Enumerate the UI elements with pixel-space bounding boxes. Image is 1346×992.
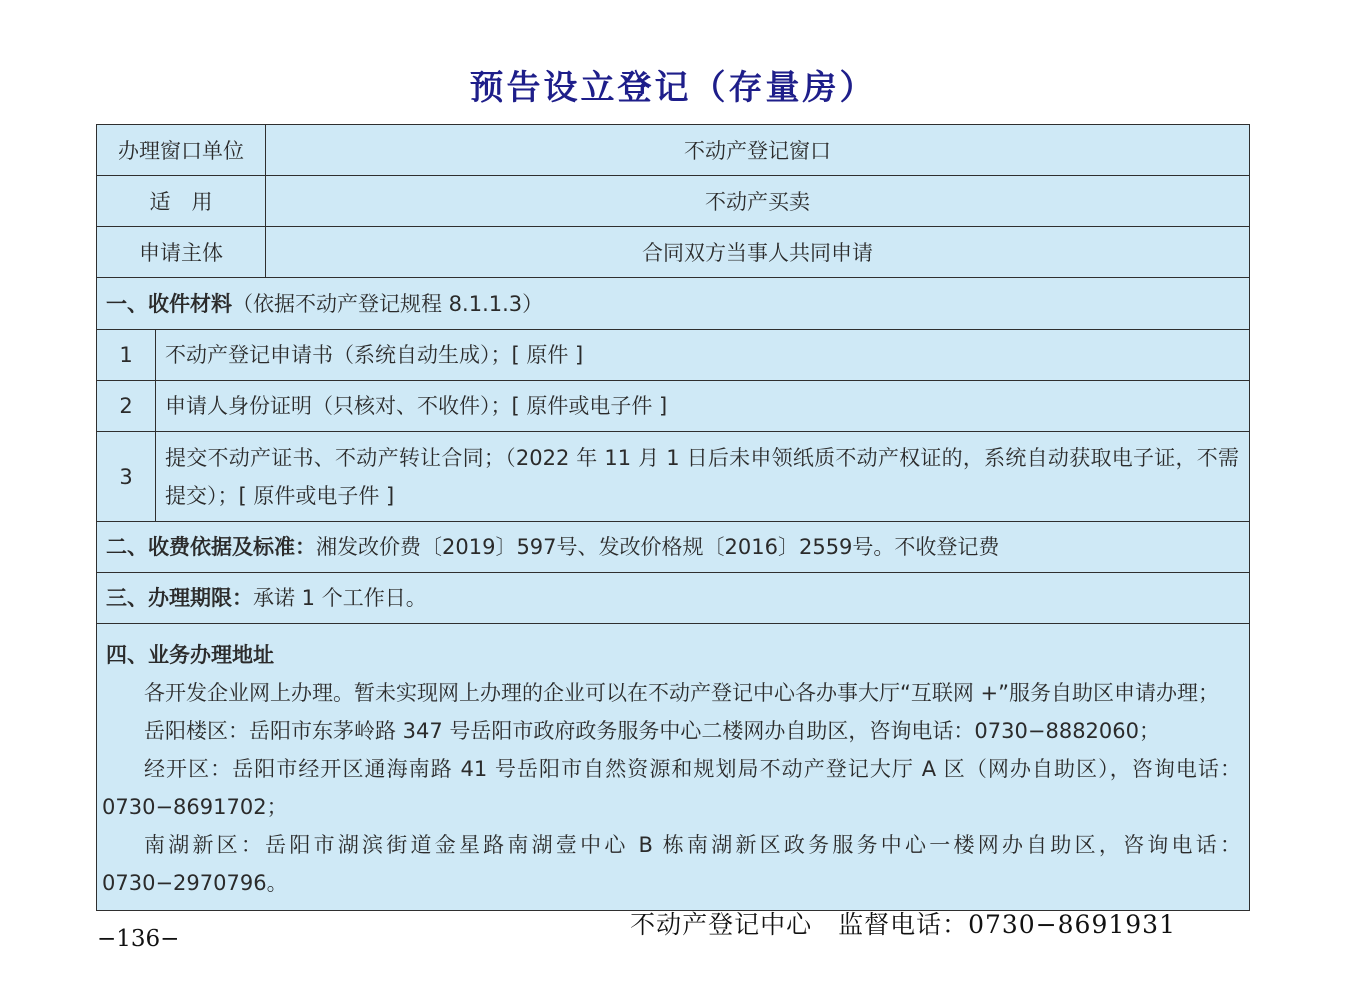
section-fees-row <box>97 522 1249 573</box>
item-number: 2 <box>97 381 156 431</box>
row-value: 合同双方当事人共同申请 <box>642 241 873 265</box>
section-materials-heading-row <box>97 278 1249 330</box>
address-paragraph-yueyanglou: 岳阳楼区：岳阳市东茅岭路 347 号岳阳市政府政务服务中心二楼网办自助区，咨询电话：0730−8882060； <box>144 719 1160 743</box>
section-materials-heading <box>97 278 1249 329</box>
address-paragraph-nanhu: 南湖新区：岳阳市湖滨街道金星路南湖壹中心 B 栋南湖新区政务服务中心一楼网办自助区，咨询电话：0730−2970796。 <box>102 833 1241 895</box>
table-row-window-unit <box>97 125 1249 176</box>
item-number: 1 <box>97 330 156 380</box>
table-row-applicable <box>97 176 1249 227</box>
section-deadline <box>97 573 1249 623</box>
page-title: 预告设立登记（存量房） <box>469 68 877 108</box>
section-addresses-row <box>97 624 1249 910</box>
section-fees-text: 湘发改价费〔2019〕597号、发改价格规〔2016〕2559号。不收登记费 <box>316 535 1000 559</box>
address-paragraph-online: 各开发企业网上办理。暂未实现网上办理的企业可以在不动产登记中心各办事大厅“互联网 +”服务自助区申请办理； <box>144 681 1220 705</box>
material-item-row-1 <box>97 330 1249 381</box>
row-label: 申请主体 <box>97 227 266 277</box>
table-row-applicant <box>97 227 1249 278</box>
page-number: −136− <box>97 926 180 952</box>
row-label: 办理窗口单位 <box>97 125 266 175</box>
item-text: 不动产登记申请书（系统自动生成）；[ 原件 ] <box>165 343 584 367</box>
service-info-table <box>96 124 1250 911</box>
section-materials-heading-bold: 一、收件材料 <box>106 291 232 316</box>
section-deadline-text-wrap <box>106 579 427 617</box>
section-deadline-row <box>97 573 1249 624</box>
section-deadline-text: 承诺 1 个工作日。 <box>253 586 427 610</box>
address-paragraph-jingkaiqu: 经开区：岳阳市经开区通海南路 41 号岳阳市自然资源和规划局不动产登记大厅 A 区（网办自助区），咨询电话：0730−8691702； <box>102 757 1241 819</box>
section-fees-text-wrap <box>106 528 999 566</box>
section-fees-label: 二、收费依据及标准： <box>106 535 316 559</box>
item-text: 提交不动产证书、不动产转让合同；（2022 年 11 月 1 日后未申领纸质不动产权证的，系统自动获取电子证，不需提交）；[ 原件或电子件 ] <box>165 445 1239 508</box>
row-label: 适 用 <box>97 176 266 226</box>
section-deadline-label: 三、办理期限： <box>106 586 253 610</box>
section-fees <box>97 522 1249 572</box>
section-materials-heading-rest: （依据不动产登记规程 8.1.1.3） <box>232 291 544 316</box>
section-addresses-heading: 四、业务办理地址 <box>106 643 274 667</box>
material-item-row-2 <box>97 381 1249 432</box>
footer-supervision-line: 不动产登记中心 监督电话：0730−8691931 <box>630 910 1176 939</box>
material-item-row-3 <box>97 432 1249 522</box>
row-value: 不动产买卖 <box>705 190 810 214</box>
row-value: 不动产登记窗口 <box>684 139 831 163</box>
item-number: 3 <box>97 432 156 521</box>
item-text: 申请人身份证明（只核对、不收件）；[ 原件或电子件 ] <box>165 394 668 418</box>
